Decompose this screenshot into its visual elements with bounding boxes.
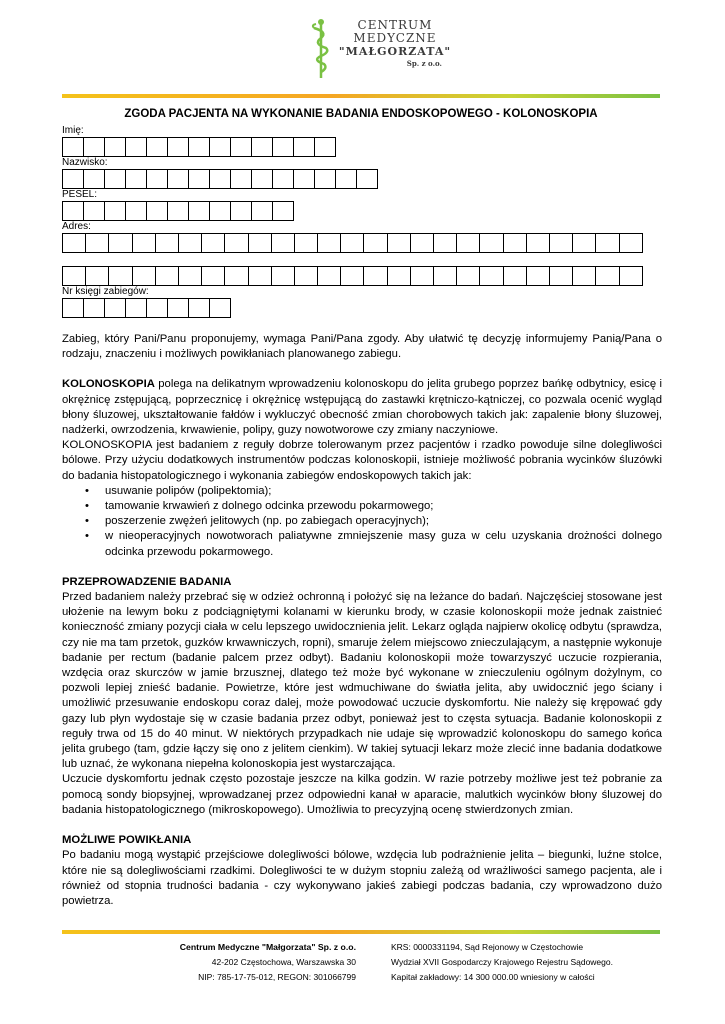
char-box[interactable] bbox=[619, 233, 643, 253]
char-box[interactable] bbox=[62, 298, 84, 318]
char-box[interactable] bbox=[230, 137, 252, 157]
char-box[interactable] bbox=[294, 266, 318, 286]
char-box[interactable] bbox=[62, 169, 84, 189]
nazwisko-label: Nazwisko: bbox=[62, 157, 108, 168]
char-box[interactable] bbox=[146, 201, 168, 221]
char-box[interactable] bbox=[272, 201, 294, 221]
footer-company-info bbox=[170, 940, 356, 985]
char-box[interactable] bbox=[549, 266, 573, 286]
list-item: • tamowanie krwawień z dolnego odcinka przewodu pokarmowego; bbox=[105, 499, 662, 514]
char-box[interactable] bbox=[387, 266, 411, 286]
char-box[interactable] bbox=[248, 266, 272, 286]
char-box[interactable] bbox=[188, 137, 210, 157]
imie-label: Imię: bbox=[62, 125, 84, 136]
char-box[interactable] bbox=[132, 266, 156, 286]
char-box[interactable] bbox=[83, 298, 105, 318]
char-box[interactable] bbox=[125, 137, 147, 157]
pesel-field[interactable] bbox=[62, 201, 293, 221]
char-box[interactable] bbox=[146, 298, 168, 318]
char-box[interactable] bbox=[572, 266, 596, 286]
char-box[interactable] bbox=[251, 169, 273, 189]
char-box[interactable] bbox=[104, 169, 126, 189]
footer-kapital: Kapitał zakładowy: 14 300 000.00 wniesiony w całości bbox=[391, 972, 595, 982]
char-box[interactable] bbox=[132, 233, 156, 253]
char-box[interactable] bbox=[209, 201, 231, 221]
char-box[interactable] bbox=[272, 137, 294, 157]
list-item: • w nieoperacyjnych nowotworach paliatywne zmniejszenie masy guza w celu uzyskania drożności dolnego odcinka przewodu pokarmowego. bbox=[105, 529, 662, 559]
char-box[interactable] bbox=[335, 169, 357, 189]
nazwisko-field[interactable] bbox=[62, 169, 377, 189]
char-box[interactable] bbox=[340, 266, 364, 286]
footer-registry-info bbox=[391, 940, 671, 985]
char-box[interactable] bbox=[595, 266, 619, 286]
ksiega-field[interactable] bbox=[62, 298, 230, 318]
char-box[interactable] bbox=[479, 233, 503, 253]
char-box[interactable] bbox=[188, 201, 210, 221]
imie-field[interactable] bbox=[62, 137, 335, 157]
char-box[interactable] bbox=[62, 266, 86, 286]
char-box[interactable] bbox=[125, 169, 147, 189]
char-box[interactable] bbox=[433, 266, 457, 286]
char-box[interactable] bbox=[62, 233, 86, 253]
char-box[interactable] bbox=[85, 266, 109, 286]
procedure-list bbox=[62, 484, 662, 560]
char-box[interactable] bbox=[503, 233, 527, 253]
char-box[interactable] bbox=[230, 201, 252, 221]
char-box[interactable] bbox=[293, 137, 315, 157]
char-box[interactable] bbox=[62, 201, 84, 221]
logo-line-medyczne: MEDYCZNE bbox=[353, 31, 437, 45]
header-divider bbox=[62, 94, 660, 98]
char-box[interactable] bbox=[314, 169, 336, 189]
char-box[interactable] bbox=[209, 298, 231, 318]
char-box[interactable] bbox=[340, 233, 364, 253]
logo-line-malgorzata: "MAŁGORZATA" bbox=[338, 45, 452, 58]
char-box[interactable] bbox=[251, 201, 273, 221]
char-box[interactable] bbox=[356, 169, 378, 189]
char-box[interactable] bbox=[188, 298, 210, 318]
char-box[interactable] bbox=[201, 266, 225, 286]
char-box[interactable] bbox=[83, 137, 105, 157]
footer-krs: KRS: 0000331194, Sąd Rejonowy w Częstochowie bbox=[391, 942, 584, 952]
char-box[interactable] bbox=[549, 233, 573, 253]
powiklania-heading: MOŻLIWE POWIKŁANIA bbox=[62, 834, 192, 847]
footer-nip: NIP: 785-17-75-012, REGON: 301066799 bbox=[198, 972, 356, 982]
char-box[interactable] bbox=[410, 233, 434, 253]
char-box[interactable] bbox=[125, 298, 147, 318]
char-box[interactable] bbox=[314, 137, 336, 157]
footer-address: 42-202 Częstochowa, Warszawska 30 bbox=[211, 957, 356, 967]
char-box[interactable] bbox=[479, 266, 503, 286]
char-box[interactable] bbox=[108, 233, 132, 253]
char-box[interactable] bbox=[224, 266, 248, 286]
char-box[interactable] bbox=[167, 137, 189, 157]
char-box[interactable] bbox=[363, 233, 387, 253]
char-box[interactable] bbox=[104, 137, 126, 157]
char-box[interactable] bbox=[83, 201, 105, 221]
logo-line-spzoo: Sp. z o.o. bbox=[406, 59, 442, 68]
kolonoskopia-description: polega na delikatnym wprowadzeniu kolonoskopu do jelita grubego poprzez bańkę odbytnicy, esicę i okrężnicę zstępującą, poprzecznicę i okrężnicę wstępującą do zastawki krętniczo-kątniczej, co pozwala ocenić wygląd błony śluzowej, ukształtowanie fałdów i wykluczyć obecność zmian chorobowych takich jak: zapalenie błony śluzowej, nadżerki, owrzodzenia, krwawienie, polipy, guzy nowotworowe czy zmiany naczyniowe. bbox=[62, 378, 662, 437]
char-box[interactable] bbox=[167, 169, 189, 189]
company-logo bbox=[310, 18, 460, 82]
char-box[interactable] bbox=[155, 233, 179, 253]
przeprowadzenie-paragraph: Przed badaniem należy przebrać się w odzież ochronną i położyć się na leżance do badań. Najczęściej stosowane jest ułożenie na lewym boku z podciągniętymi kolanami w kierunku brody, w czasie kolonoskopii może jednak zaistnieć konieczność zmiany pozycji ciała w celu lepszego uwidocznienia jelit. Lekarz ogląda najpierw okolicę odbytu (sprawdza, czy nie ma tam przetok, guzków krwawniczych, ropni), smaruje żelem miejscowo znieczulającym, a następnie wykonuje badanie per rectum (badanie palcem przez odbyt). Badaniu kolonoskopii może towarzyszyć uczucie rozpierania, wzdęcia oraz skurczów w jamie brzusznej, dlatego też może być wykonane w znieczuleniu ogólnym dożylnym, co pozwoli lepiej znieść badanie. Powietrze, które jest wdmuchiwane do światła jelita, aby uwidocznić jego ściany i umożliwić przesuwanie endoskopu coraz dalej, może powodować uczucie dyskomfortu. Nie należy się krępować gdy gazy lub płyn wydostaje się w czasie badania przez odbyt, ponieważ jest to częsta sytuacja. Badanie kolonoskopii z reguły trwa od 15 do 40 minut. W niektórych przypadkach nie udaje się wprowadzić kolonoskopu do samego końca jelita grubego (tam, gdzie łączy się ono z jelitem cienkim). W takiej sytuacji lekarz może zlecić inne badania dodatkowe lub uznać, że wykonana niepełna kolonoskopia jest wystarczająca. bbox=[62, 591, 662, 771]
char-box[interactable] bbox=[456, 266, 480, 286]
char-box[interactable] bbox=[503, 266, 527, 286]
list-item: • usuwanie polipów (polipektomia); bbox=[105, 484, 662, 499]
char-box[interactable] bbox=[317, 266, 341, 286]
char-box[interactable] bbox=[104, 298, 126, 318]
char-box[interactable] bbox=[526, 233, 550, 253]
char-box[interactable] bbox=[317, 233, 341, 253]
char-box[interactable] bbox=[209, 169, 231, 189]
powiklania-paragraph: Po badaniu mogą wystąpić przejściowe dolegliwości bólowe, wzdęcia lub podrażnienie jelita – biegunki, luźne stolce, które nie są dolegliwościami rzadkimi. Dolegliwości te w dużym stopniu zależą od wrażliwości samego pacjenta, ale i również od stopnia trudności badania - czy wykonywano jakieś zabiegi podczas badania, czy wprowadzono dużo powietrza. bbox=[62, 849, 662, 907]
przeprowadzenie-heading: PRZEPROWADZENIE BADANIA bbox=[62, 575, 232, 588]
kolonoskopia-term: KOLONOSKOPIA bbox=[62, 378, 155, 391]
pesel-label: PESEL: bbox=[62, 189, 98, 200]
adres-label: Adres: bbox=[62, 221, 91, 232]
char-box[interactable] bbox=[619, 266, 643, 286]
char-box[interactable] bbox=[271, 266, 295, 286]
char-box[interactable] bbox=[125, 201, 147, 221]
char-box[interactable] bbox=[188, 169, 210, 189]
char-box[interactable] bbox=[178, 266, 202, 286]
logo-line-centrum: CENTRUM bbox=[357, 18, 433, 32]
char-box[interactable] bbox=[526, 266, 550, 286]
char-box[interactable] bbox=[201, 233, 225, 253]
char-box[interactable] bbox=[251, 137, 273, 157]
char-box[interactable] bbox=[387, 233, 411, 253]
char-box[interactable] bbox=[146, 169, 168, 189]
char-box[interactable] bbox=[293, 169, 315, 189]
char-box[interactable] bbox=[410, 266, 434, 286]
char-box[interactable] bbox=[433, 233, 457, 253]
char-box[interactable] bbox=[146, 137, 168, 157]
ksiega-label: Nr księgi zabiegów: bbox=[62, 286, 149, 297]
char-box[interactable] bbox=[167, 298, 189, 318]
list-item: • poszerzenie zwężeń jelitowych (np. po zabiegach operacyjnych); bbox=[105, 514, 662, 529]
char-box[interactable] bbox=[178, 233, 202, 253]
footer-divider bbox=[62, 930, 660, 934]
char-box[interactable] bbox=[363, 266, 387, 286]
przeprowadzenie-paragraph-2: Uczucie dyskomfortu jednak często pozostaje jeszcze na kilka godzin. W razie potrzeby możliwe jest też pobranie za pomocą sondy biopsyjnej, wprowadzanej przez odpowiedni kanał w aparacie, malutkich wycinków błony śluzowej do badania histopatologicznego (mikroskopowego). Umożliwia to precyzyjną ocenę stwierdzonych zmian. bbox=[62, 773, 662, 816]
char-box[interactable] bbox=[104, 201, 126, 221]
char-box[interactable] bbox=[271, 233, 295, 253]
char-box[interactable] bbox=[230, 169, 252, 189]
char-box[interactable] bbox=[272, 169, 294, 189]
char-box[interactable] bbox=[456, 233, 480, 253]
char-box[interactable] bbox=[85, 233, 109, 253]
char-box[interactable] bbox=[248, 233, 272, 253]
char-box[interactable] bbox=[62, 137, 84, 157]
document-body bbox=[62, 332, 662, 909]
kolonoskopia-paragraph bbox=[62, 377, 662, 438]
char-box[interactable] bbox=[167, 201, 189, 221]
char-box[interactable] bbox=[572, 233, 596, 253]
adres-field-line2[interactable] bbox=[62, 266, 642, 286]
char-box[interactable] bbox=[108, 266, 132, 286]
adres-field-line1[interactable] bbox=[62, 233, 642, 253]
kolonoskopia-paragraph-2: KOLONOSKOPIA jest badaniem z reguły dobrze tolerowanym przez pacjentów i rzadko powoduje silne dolegliwości bólowe. Przy użyciu dodatkowych instrumentów podczas kolonoskopii, istnieje możliwość pobrania wycinków śluzówki do badania histopatologicznego i wykonania zabiegów endoskopowych takich jak: bbox=[62, 439, 662, 482]
document-title: ZGODA PACJENTA NA WYKONANIE BADANIA ENDOSKOPOWEGO - KOLONOSKOPIA bbox=[124, 108, 598, 120]
char-box[interactable] bbox=[595, 233, 619, 253]
char-box[interactable] bbox=[294, 233, 318, 253]
char-box[interactable] bbox=[155, 266, 179, 286]
char-box[interactable] bbox=[224, 233, 248, 253]
intro-paragraph: Zabieg, który Pani/Panu proponujemy, wymaga Pani/Pana zgody. Aby ułatwić tę decyzję informujemy Panią/Pana o rodzaju, znaczeniu i możliwych powikłaniach planowanego zabiegu. bbox=[62, 333, 662, 361]
char-box[interactable] bbox=[209, 137, 231, 157]
char-box[interactable] bbox=[83, 169, 105, 189]
footer-wydzial: Wydział XVII Gospodarczy Krajowego Rejestru Sądowego. bbox=[391, 957, 613, 967]
footer-company-name: Centrum Medyczne "Małgorzata" Sp. z o.o. bbox=[179, 942, 356, 952]
